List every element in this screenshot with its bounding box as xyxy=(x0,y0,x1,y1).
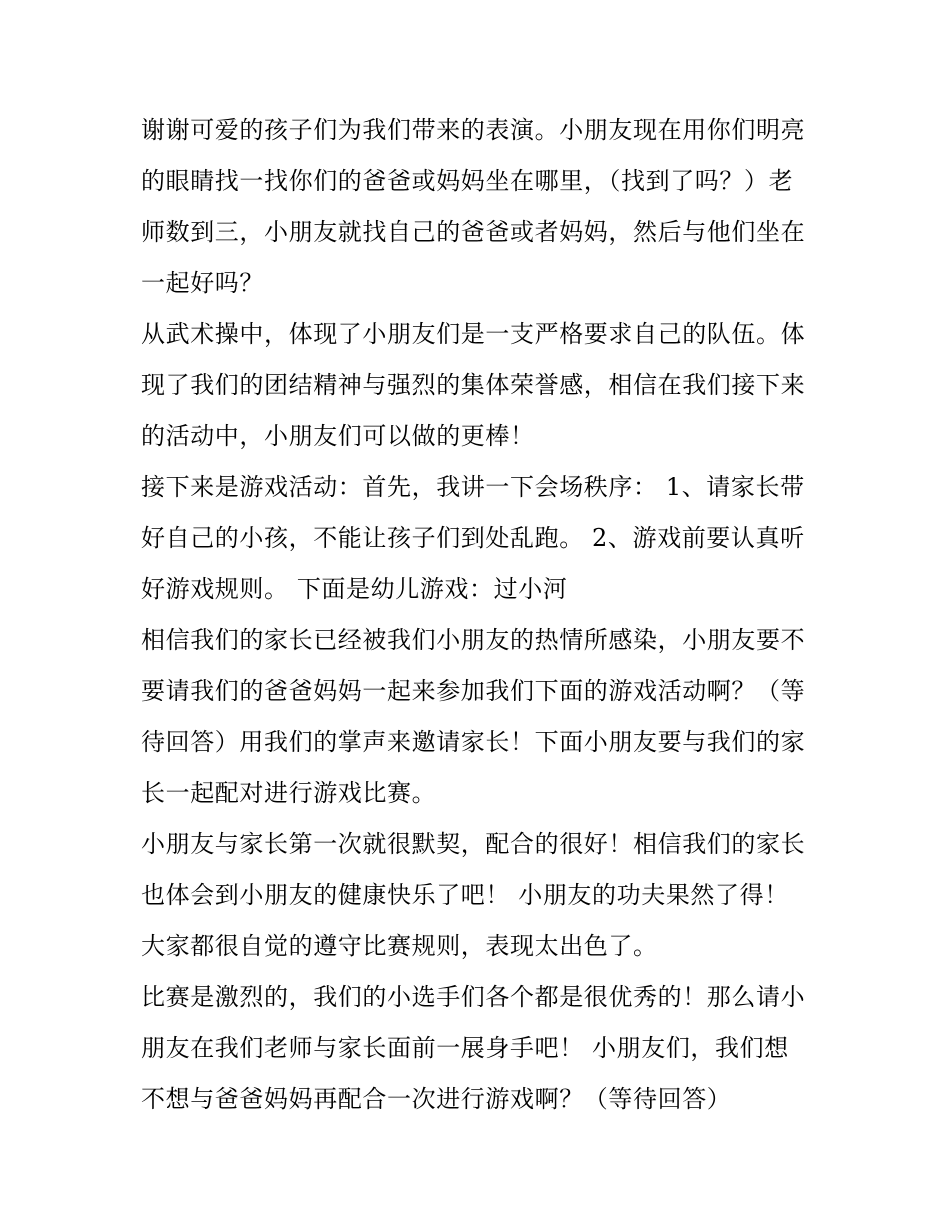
text-line: 师数到三，小朋友就找自己的爸爸或者妈妈，然后与他们坐在 xyxy=(141,218,806,246)
text-line: 朋友在我们老师与家长面前一展身手吧！ 小朋友们，我们想 xyxy=(141,1034,789,1062)
paragraph-competition xyxy=(141,972,821,1125)
paragraph-performance-thanks xyxy=(141,105,821,309)
text-line: 长一起配对进行游戏比赛。 xyxy=(141,779,437,807)
text-line: 要请我们的爸爸妈妈一起来参加我们下面的游戏活动啊？（等 xyxy=(141,677,806,705)
document-body xyxy=(141,105,821,1125)
text-line: 现了我们的团结精神与强烈的集体荣誉感，相信在我们接下来 xyxy=(141,371,806,399)
text-line: 待回答）用我们的掌声来邀请家长！下面小朋友要与我们的家 xyxy=(141,728,806,756)
text-line: 比赛是激烈的，我们的小选手们各个都是很优秀的！那么请小 xyxy=(141,983,806,1011)
text-line: 好自己的小孩，不能让孩子们到处乱跑。 2、游戏前要认真听 xyxy=(141,524,805,552)
text-line: 的眼睛找一找你们的爸爸或妈妈坐在哪里，（找到了吗？）老 xyxy=(141,167,794,195)
paragraph-game-rules xyxy=(141,462,821,615)
text-line: 也体会到小朋友的健康快乐了吧！ 小朋友的功夫果然了得！ xyxy=(141,881,789,909)
paragraph-invite-parents xyxy=(141,615,821,819)
text-line: 的活动中，小朋友们可以做的更棒！ xyxy=(141,422,535,450)
paragraph-teamwork-praise xyxy=(141,819,821,972)
text-line: 谢谢可爱的孩子们为我们带来的表演。小朋友现在用你们明亮 xyxy=(141,116,806,144)
text-line: 从武术操中，体现了小朋友们是一支严格要求自己的队伍。体 xyxy=(141,320,806,348)
text-line: 好游戏规则。 下面是幼儿游戏：过小河 xyxy=(141,575,568,603)
text-line: 相信我们的家长已经被我们小朋友的热情所感染，小朋友要不 xyxy=(141,626,806,654)
text-line: 小朋友与家长第一次就很默契，配合的很好！相信我们的家长 xyxy=(141,830,806,858)
paragraph-martial-arts xyxy=(141,309,821,462)
text-line: 大家都很自觉的遵守比赛规则，表现太出色了。 xyxy=(141,932,658,960)
text-line: 一起好吗？ xyxy=(141,269,264,297)
text-line: 接下来是游戏活动：首先，我讲一下会场秩序： 1、请家长带 xyxy=(141,473,805,501)
text-line: 不想与爸爸妈妈再配合一次进行游戏啊？（等待回答） xyxy=(141,1085,732,1113)
